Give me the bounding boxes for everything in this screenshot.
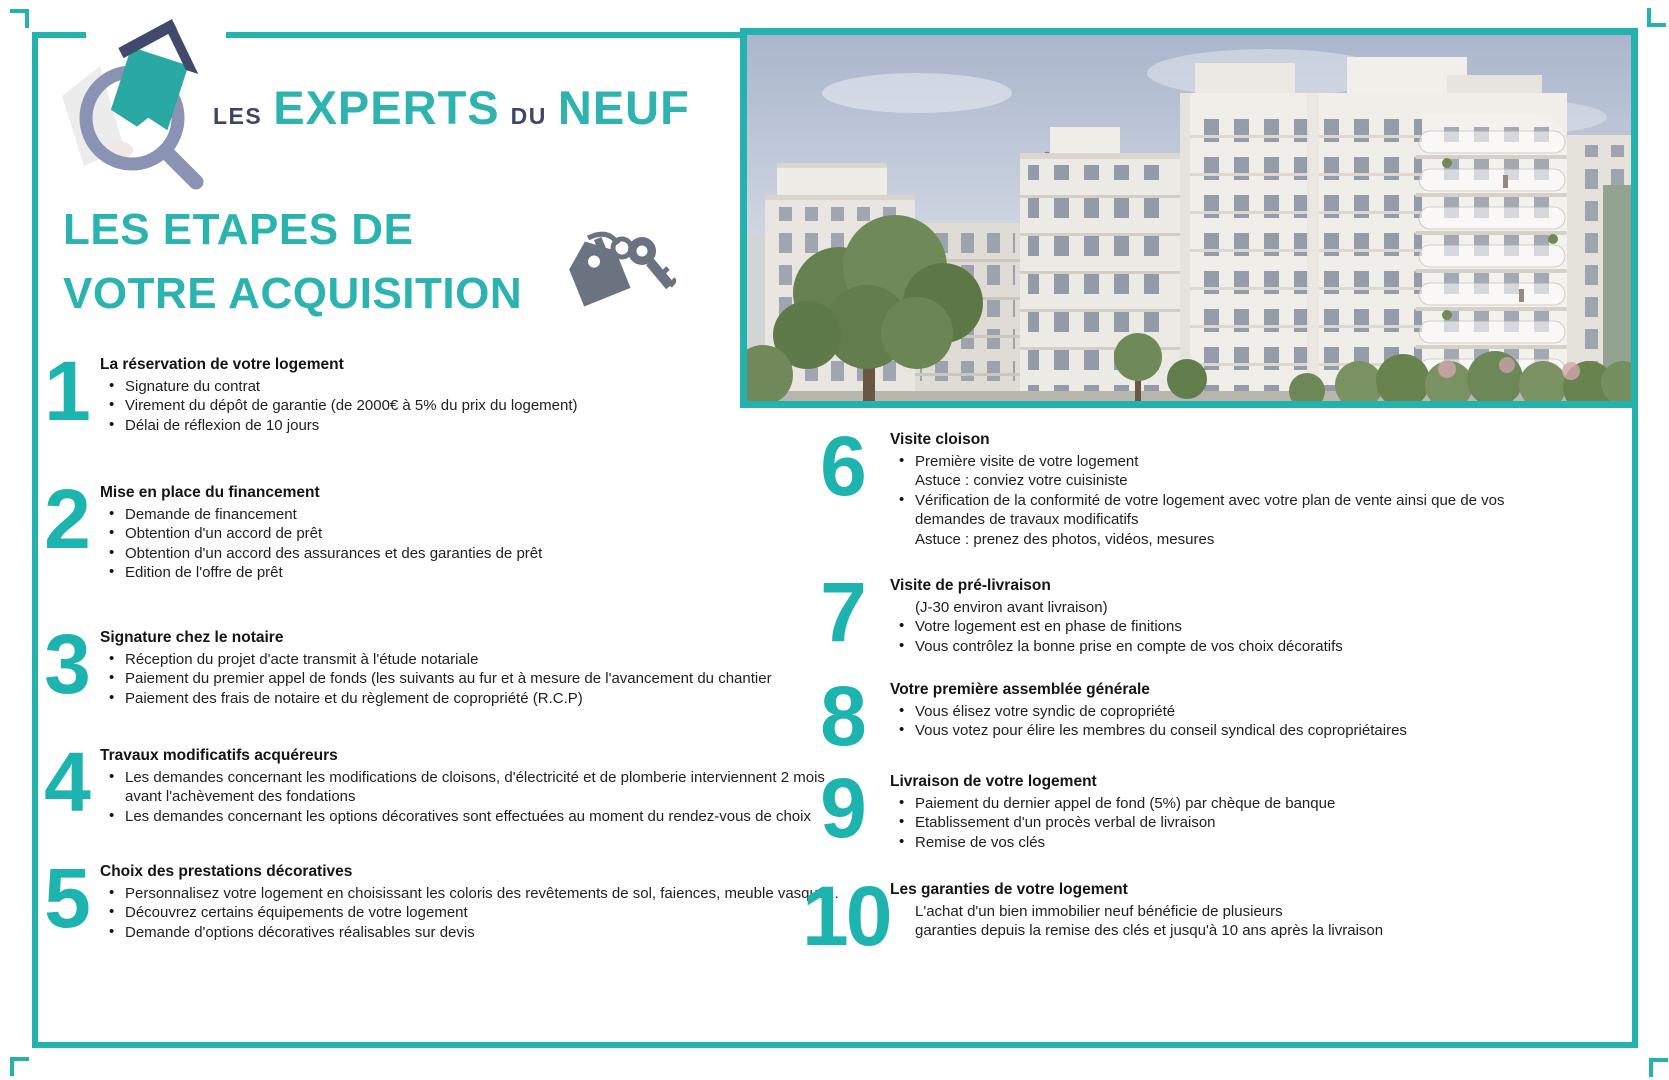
page-title-line2: VOTRE ACQUISITION bbox=[63, 269, 523, 318]
bullet-icon: • bbox=[109, 688, 115, 706]
step-heading: Visite cloison bbox=[890, 431, 990, 448]
step-bullet-item bbox=[100, 505, 840, 525]
step-item-text: Première visite de votre logement bbox=[915, 452, 1139, 470]
step-item-text: Demande d'options décoratives réalisables sur devis bbox=[125, 923, 475, 941]
step-note-line bbox=[890, 902, 1522, 922]
step-9 bbox=[802, 761, 1522, 855]
step-heading: La réservation de votre logement bbox=[100, 356, 344, 373]
bullet-icon: • bbox=[899, 451, 905, 469]
step-bullet-item bbox=[100, 544, 840, 564]
bullet-icon: • bbox=[109, 376, 115, 394]
bullet-icon: • bbox=[899, 490, 905, 508]
step-number: 8 bbox=[820, 669, 864, 763]
step-bullet-item bbox=[890, 491, 1522, 530]
bullet-icon: • bbox=[109, 504, 115, 522]
step-item-text: Vous votez pour élire les membres du conseil syndical des copropriétaires bbox=[915, 722, 1407, 740]
brand-name: EXPERTS bbox=[273, 81, 500, 134]
step-number: 5 bbox=[44, 851, 88, 945]
step-number: 4 bbox=[44, 735, 88, 829]
step-item-text: Obtention d'un accord des assurances et des garanties de prêt bbox=[125, 544, 543, 562]
step-note-line bbox=[890, 598, 1522, 618]
step-bullet-item bbox=[890, 637, 1522, 657]
step-note-line bbox=[890, 921, 1522, 941]
bullet-icon: • bbox=[109, 649, 115, 667]
bullet-icon: • bbox=[109, 669, 115, 687]
page-title-line1: LES ETAPES DE bbox=[63, 205, 414, 254]
bullet-icon: • bbox=[899, 832, 905, 850]
bullet-icon: • bbox=[109, 415, 115, 433]
step-bullet-item bbox=[100, 669, 840, 689]
step-bullet-item bbox=[890, 721, 1522, 741]
step-4 bbox=[40, 735, 840, 829]
step-item-text: Délai de réflexion de 10 jours bbox=[125, 416, 320, 434]
step-5 bbox=[40, 851, 840, 945]
step-bullet-item bbox=[100, 416, 840, 436]
step-item-text: Vérification de la conformité de votre logement avec votre plan de vente ainsi que de vos demandes de travaux modificatifs bbox=[915, 491, 1505, 529]
step-number: 6 bbox=[820, 419, 864, 513]
bullet-icon: • bbox=[109, 767, 115, 785]
step-bullet-item bbox=[100, 923, 840, 943]
step-bullet-item bbox=[100, 903, 840, 923]
step-number: 3 bbox=[44, 617, 88, 711]
step-item-text: Demande de financement bbox=[125, 505, 297, 523]
bullet-icon: • bbox=[109, 903, 115, 921]
step-item-text: Paiement du premier appel de fonds (les suivants au fur et à mesure de l'avancement du chantier bbox=[125, 670, 772, 688]
step-bullet-item bbox=[100, 768, 840, 807]
step-1 bbox=[40, 344, 840, 438]
step-bullet-item bbox=[100, 563, 840, 583]
step-item-text: Astuce : conviez votre cuisiniste bbox=[915, 472, 1128, 490]
bullet-icon: • bbox=[109, 883, 115, 901]
step-heading: Signature chez le notaire bbox=[100, 629, 284, 646]
step-item-text: Personnalisez votre logement en choisissant les coloris des revêtements de sol, faiences, meuble vasque... bbox=[125, 884, 839, 902]
step-bullet-item bbox=[890, 833, 1522, 853]
step-heading: Votre première assemblée générale bbox=[890, 681, 1150, 698]
step-item-text: Etablissement d'un procès verbal de livraison bbox=[915, 814, 1216, 832]
step-number: 10 bbox=[802, 869, 890, 963]
step-bullet-item bbox=[890, 794, 1522, 814]
step-item-text: Vous contrôlez la bonne prise en compte de vos choix décoratifs bbox=[915, 637, 1343, 655]
step-item-text: Les demandes concernant les options décoratives sont effectuées au moment du rendez-vous de choix bbox=[125, 807, 811, 825]
step-bullet-item bbox=[890, 452, 1522, 472]
bullet-icon: • bbox=[899, 813, 905, 831]
bullet-icon: • bbox=[109, 806, 115, 824]
step-item-text: Les demandes concernant les modifications de cloisons, d'électricité et de plomberie interviennent 2 mois avant l'achèvement des fondations bbox=[125, 768, 825, 806]
step-item-text: Astuce : prenez des photos, vidéos, mesures bbox=[915, 530, 1215, 548]
step-bullet-item bbox=[100, 396, 840, 416]
brand-prefix: LES bbox=[213, 103, 263, 129]
step-item-text: Réception du projet d'acte transmit à l'étude notariale bbox=[125, 650, 479, 668]
step-2 bbox=[40, 472, 840, 583]
step-bullet-item bbox=[100, 807, 840, 827]
bullet-icon: • bbox=[109, 524, 115, 542]
brand-suffix: NEUF bbox=[557, 81, 690, 134]
step-item-text: Découvrez certains équipements de votre logement bbox=[125, 904, 468, 922]
bullet-icon: • bbox=[899, 721, 905, 739]
bullet-icon: • bbox=[899, 793, 905, 811]
step-number: 9 bbox=[820, 761, 864, 855]
step-bullet-item bbox=[890, 702, 1522, 722]
step-item-text: (J-30 environ avant livraison) bbox=[915, 598, 1108, 616]
step-number: 2 bbox=[44, 472, 88, 566]
bullet-icon: • bbox=[899, 636, 905, 654]
step-item-text: Remise de vos clés bbox=[915, 833, 1046, 851]
step-bullet-item bbox=[100, 689, 840, 709]
step-bullet-item bbox=[100, 884, 840, 904]
step-item-text: L'achat d'un bien immobilier neuf bénéficie de plusieurs bbox=[915, 902, 1283, 920]
step-heading: Choix des prestations décoratives bbox=[100, 863, 353, 880]
step-7 bbox=[802, 565, 1522, 659]
step-heading: Visite de pré-livraison bbox=[890, 577, 1051, 594]
bullet-icon: • bbox=[109, 922, 115, 940]
step-item-text: Votre logement est en phase de finitions bbox=[915, 618, 1182, 636]
step-bullet-item bbox=[890, 813, 1522, 833]
bullet-icon: • bbox=[899, 701, 905, 719]
step-item-text: Paiement du dernier appel de fond (5%) par chèque de banque bbox=[915, 794, 1336, 812]
bullet-icon: • bbox=[109, 563, 115, 581]
step-heading: Livraison de votre logement bbox=[890, 773, 1097, 790]
step-3 bbox=[40, 617, 840, 711]
step-item-text: garanties depuis la remise des clés et jusqu'à 10 ans après la livraison bbox=[915, 922, 1384, 940]
step-heading: Les garanties de votre logement bbox=[890, 881, 1128, 898]
step-bullet-item bbox=[100, 377, 840, 397]
step-number: 1 bbox=[44, 344, 88, 438]
step-item-text: Edition de l'offre de prêt bbox=[125, 564, 283, 582]
step-item-text: Vous élisez votre syndic de copropriété bbox=[915, 702, 1176, 720]
step-number: 7 bbox=[820, 565, 864, 659]
step-note-line bbox=[890, 471, 1522, 491]
step-bullet-item bbox=[100, 650, 840, 670]
step-note-line bbox=[890, 530, 1522, 550]
step-item-text: Virement du dépôt de garantie (de 2000€ à 5% du prix du logement) bbox=[125, 397, 578, 415]
step-10 bbox=[802, 869, 1522, 963]
brand-middle: DU bbox=[510, 103, 547, 129]
step-heading: Travaux modificatifs acquéreurs bbox=[100, 747, 338, 764]
step-item-text: Obtention d'un accord de prêt bbox=[125, 525, 323, 543]
step-item-text: Paiement des frais de notaire et du règlement de copropriété (R.C.P) bbox=[125, 689, 583, 707]
step-heading: Mise en place du financement bbox=[100, 484, 320, 501]
step-8 bbox=[802, 669, 1522, 763]
step-bullet-item bbox=[890, 617, 1522, 637]
step-6 bbox=[802, 419, 1522, 550]
step-bullet-item bbox=[100, 524, 840, 544]
bullet-icon: • bbox=[109, 543, 115, 561]
bullet-icon: • bbox=[899, 617, 905, 635]
step-item-text: Signature du contrat bbox=[125, 377, 261, 395]
bullet-icon: • bbox=[109, 396, 115, 414]
